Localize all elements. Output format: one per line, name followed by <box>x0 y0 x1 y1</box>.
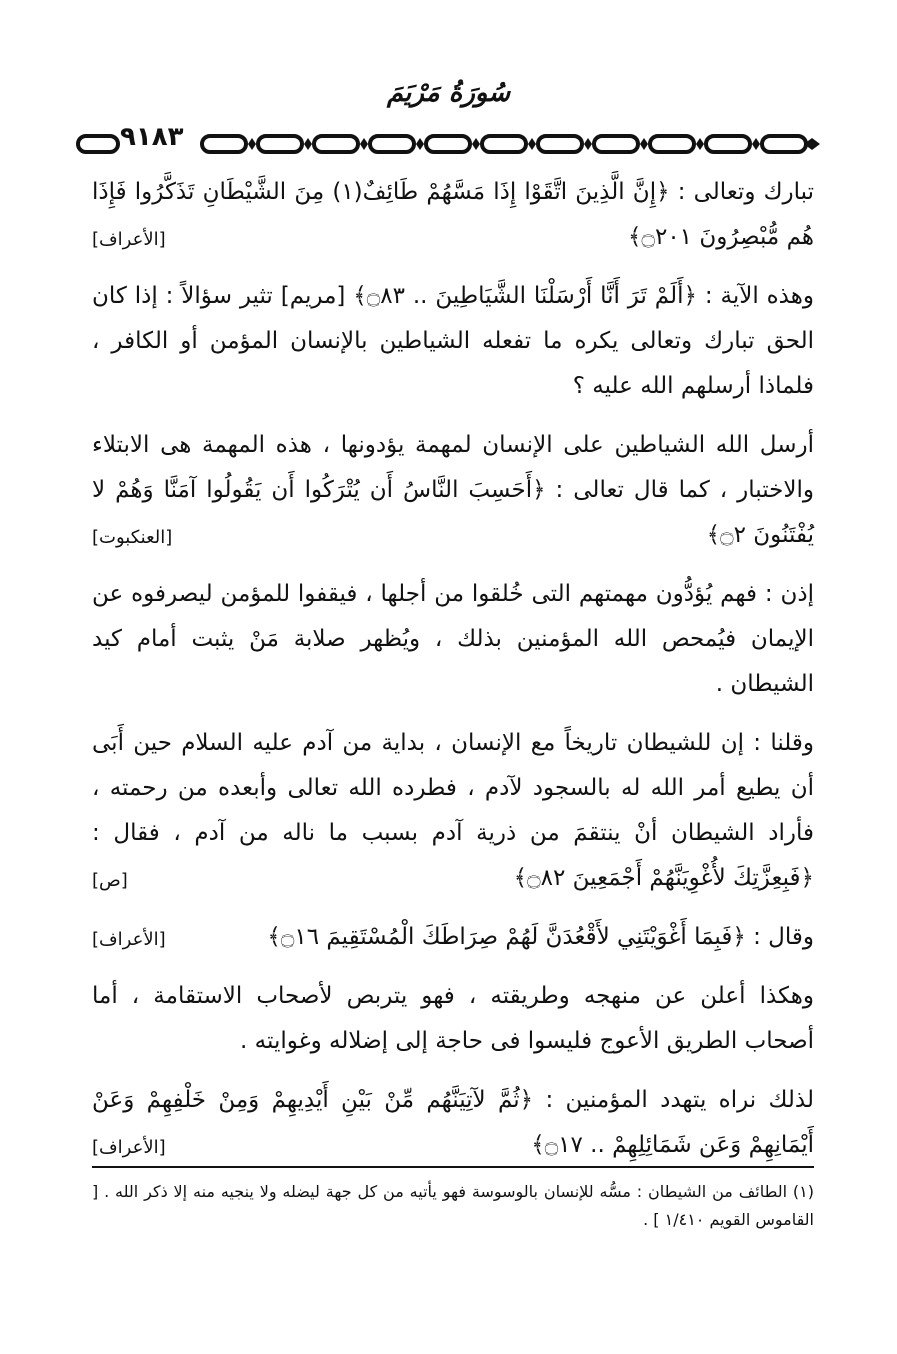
paragraph-7-text: وهكذا أعلن عن منهجه وطريقته ، فهو يتربص لأصحاب الاستقامة ، أما أصحاب الطريق الأعوج فليسوا فى حاجة إلى إضلاله وغوايته . <box>92 983 814 1054</box>
paragraph-5 <box>92 721 814 901</box>
paragraph-6 <box>92 915 814 960</box>
paragraph-5-surah-ref: [ص] <box>92 870 128 891</box>
surah-title: سُورَةُ مَرْيَمَ <box>386 78 511 108</box>
paragraph-8-surah-ref: [الأعراف] <box>92 1137 166 1158</box>
paragraph-2-text: وهذه الآية : ﴿أَلَمْ تَرَ أَنَّا أَرْسَلْنَا الشَّيَاطِينَ .. ۝٨٣﴾ [مريم] تثير سؤالاً : إذا كان الحق تبارك وتعالى يكره ما تفعله الشياطين بالإنسان المؤمن أو الكافر ، فلماذا أرسلهم الله عليه ؟ <box>92 283 814 399</box>
paragraph-6-text: وقال : ﴿فَبِمَا أَغْوَيْتَنِي لأَقْعُدَنَّ لَهُمْ صِرَاطَكَ الْمُسْتَقِيمَ ۝١٦﴾ <box>267 924 814 950</box>
paragraph-3-text: أرسل الله الشياطين على الإنسان لمهمة يؤدونها ، هذه المهمة هى الابتلاء والاختبار ، كما قال تعالى : ﴿أَحَسِبَ النَّاسُ أَن يُتْرَكُوا أَن يَقُولُوا آمَنَّا وَهُمْ لا يُفْتَنُونَ ۝٢﴾ <box>92 432 814 548</box>
main-text <box>92 170 814 1182</box>
paragraph-7 <box>92 974 814 1064</box>
paragraph-2 <box>92 274 814 409</box>
paragraph-6-surah-ref: [الأعراف] <box>92 929 166 950</box>
paragraph-1-surah-ref: [الأعراف] <box>92 229 166 250</box>
paragraph-1-text: تبارك وتعالى : ﴿إِنَّ الَّذِينَ اتَّقَوْا إِذَا مَسَّهُمْ طَائِفٌ(١) مِنَ الشَّيْطَانِ تَذَكَّرُوا فَإِذَا هُم مُّبْصِرُونَ ۝٢٠١﴾ <box>92 179 814 250</box>
paragraph-4-text: إذن : فهم يُؤدُّون مهمتهم التى خُلقوا من أجلها ، فيقفوا للمؤمن ليصرفوه عن الإيمان فيُمحص الله المؤمنين بذلك ، ويُظهر صلابة مَنْ يثبت أمام كيد الشيطان . <box>92 581 814 697</box>
page-number: ٩١٨٣ <box>120 122 184 152</box>
paragraph-8 <box>92 1078 814 1168</box>
paragraph-5-text: وقلنا : إن للشيطان تاريخاً مع الإنسان ، بداية من آدم عليه السلام حين أَبَى أن يطيع أمر الله له بالسجود لآدم ، فطرده الله تعالى وأبعده من رحمته ، فأراد الشيطان أنْ ينتقمَ من ذرية آدم بسبب ما ناله من آدم ، فقال : ﴿فَبِعِزَّتِكَ لأُغْوِيَنَّهُمْ أَجْمَعِينَ ۝٨٢﴾ <box>92 730 814 891</box>
paragraph-1 <box>92 170 814 260</box>
footnote: (١) الطائف من الشيطان : مسُّه للإنسان بالوسوسة فهو يأتيه من كل جهة ليضله ولا ينجيه منه إلا ذكر الله . [ القاموس القويم ١/٤١٠ ] . <box>92 1182 814 1229</box>
paragraph-3 <box>92 423 814 558</box>
paragraph-4 <box>92 572 814 707</box>
paragraph-3-surah-ref: [العنكبوت] <box>92 527 173 548</box>
decorative-left-chain <box>76 130 120 158</box>
paragraph-8-text: لذلك نراه يتهدد المؤمنين : ﴿ثُمَّ لآتِيَنَّهُم مِّنْ بَيْنِ أَيْدِيهِمْ وَمِنْ خَلْفِهِمْ وَعَنْ أَيْمَانِهِمْ وَعَن شَمَائِلِهِمْ .. ۝١٧﴾ <box>92 1087 814 1158</box>
decorative-chain-border <box>200 130 840 158</box>
footnote-divider <box>92 1166 814 1168</box>
